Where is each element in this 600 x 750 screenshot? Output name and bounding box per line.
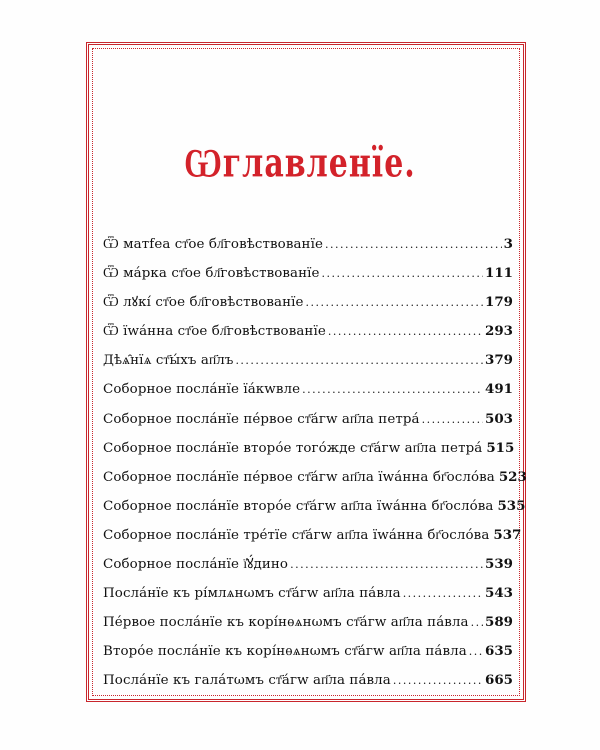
toc-page-number: 491 bbox=[485, 381, 513, 398]
toc-page-number: 293 bbox=[485, 323, 513, 340]
toc-row[interactable] bbox=[103, 375, 513, 404]
toc-page-number: 539 bbox=[485, 556, 513, 573]
toc-page-number: 589 bbox=[485, 614, 513, 631]
dot-leader bbox=[328, 317, 483, 346]
toc-row[interactable] bbox=[103, 317, 513, 346]
dot-leader bbox=[322, 259, 484, 288]
toc-entry-title: Пéрвое послáнїе къ корíнѳѧнωмъ ст҃а́гw ап҃ла пáвла bbox=[103, 615, 469, 631]
dot-leader bbox=[471, 608, 483, 637]
table-of-contents bbox=[103, 230, 527, 696]
toc-entry-title: Соборное послáнїе трéтїе ст҃а́гw ап҃ла їwáнна бг҃ослóва bbox=[103, 527, 490, 543]
toc-entry-title: Соборное послáнїе вторóе тогóжде ст҃а́гw ап҃ла петрá bbox=[103, 440, 483, 456]
toc-entry-title: Вторóе послáнїе къ корíнѳѧнωмъ ст҃а́гw ап҃ла пáвла bbox=[103, 644, 467, 660]
toc-entry-title: Послáнїе къ рíмлѧнωмъ ст҃а́гw ап҃ла пáвла bbox=[103, 586, 401, 602]
toc-page-number: 523 bbox=[498, 468, 527, 485]
dot-leader bbox=[403, 579, 483, 608]
toc-row[interactable] bbox=[103, 434, 513, 463]
toc-entry-title: Соборное послáнїе пéрвое ст҃а́гw ап҃ла петрá bbox=[103, 411, 420, 427]
toc-entry-title: Ѿ лꙋкí ст҃ое бл҃говѣствованїе bbox=[103, 295, 304, 311]
toc-page-number: 111 bbox=[485, 265, 513, 282]
toc-page-number: 3 bbox=[503, 236, 513, 252]
toc-row[interactable] bbox=[103, 550, 513, 579]
toc-row[interactable] bbox=[103, 579, 513, 608]
toc-page-number: 665 bbox=[485, 672, 513, 689]
toc-page-number: 515 bbox=[486, 439, 515, 456]
toc-entry-title: Соборное послáнїе ї҆ꙋ́дино bbox=[103, 557, 289, 573]
toc-row[interactable] bbox=[103, 637, 513, 666]
dot-leader bbox=[393, 666, 483, 695]
toc-entry-title: Соборное послáнїе їáкwвле bbox=[103, 382, 301, 398]
toc-row[interactable] bbox=[103, 463, 527, 492]
toc-row[interactable] bbox=[103, 346, 513, 375]
dot-leader bbox=[325, 230, 502, 259]
toc-page-number: 379 bbox=[485, 352, 513, 369]
toc-entry-title: Послáнїе къ галáтωмъ ст҃а́гw ап҃ла пáвла bbox=[103, 673, 391, 689]
dot-leader bbox=[306, 288, 484, 317]
dot-leader bbox=[422, 405, 483, 434]
toc-row[interactable] bbox=[103, 259, 513, 288]
toc-page-number: 503 bbox=[485, 410, 513, 427]
toc-row[interactable] bbox=[103, 405, 513, 434]
toc-entry-title: Соборное послáнїе вторóе ст҃а́гw ап҃ла їwáнна бг҃ослóва bbox=[103, 498, 494, 514]
toc-page-number: 635 bbox=[485, 643, 513, 660]
dot-leader bbox=[290, 550, 483, 579]
toc-row[interactable] bbox=[103, 666, 513, 695]
toc-entry-title: Соборное послáнїе пéрвое ст҃а́гw ап҃ла їwáнна бг҃ослóва bbox=[103, 469, 495, 485]
toc-page-number: 535 bbox=[497, 497, 526, 514]
toc-row[interactable] bbox=[103, 608, 513, 637]
toc-row[interactable] bbox=[103, 230, 513, 259]
toc-entry-title: Ѿ їwáнна ст҃ое бл҃говѣствованїе bbox=[103, 324, 326, 340]
toc-page-number: 179 bbox=[485, 294, 513, 311]
toc-entry-title: Ѿ мápка ст҃ое бл҃говѣствованїе bbox=[103, 266, 320, 282]
dot-leader bbox=[235, 346, 483, 375]
toc-row[interactable] bbox=[103, 288, 513, 317]
toc-entry-title: Ѿ матfеа ст҃ое бл҃говѣствованїе bbox=[103, 237, 323, 252]
contents-heading: Ѡглавлeнїе. bbox=[184, 140, 416, 188]
toc-page-number: 537 bbox=[493, 526, 522, 543]
toc-row[interactable] bbox=[103, 492, 526, 521]
toc-page-number: 543 bbox=[485, 585, 513, 602]
dot-leader bbox=[302, 375, 483, 404]
toc-entry-title: Дѣѧ̑нїѧ ст҃ы́хъ ап҃лъ bbox=[103, 353, 234, 369]
dot-leader bbox=[469, 637, 483, 666]
toc-row[interactable] bbox=[103, 521, 522, 550]
